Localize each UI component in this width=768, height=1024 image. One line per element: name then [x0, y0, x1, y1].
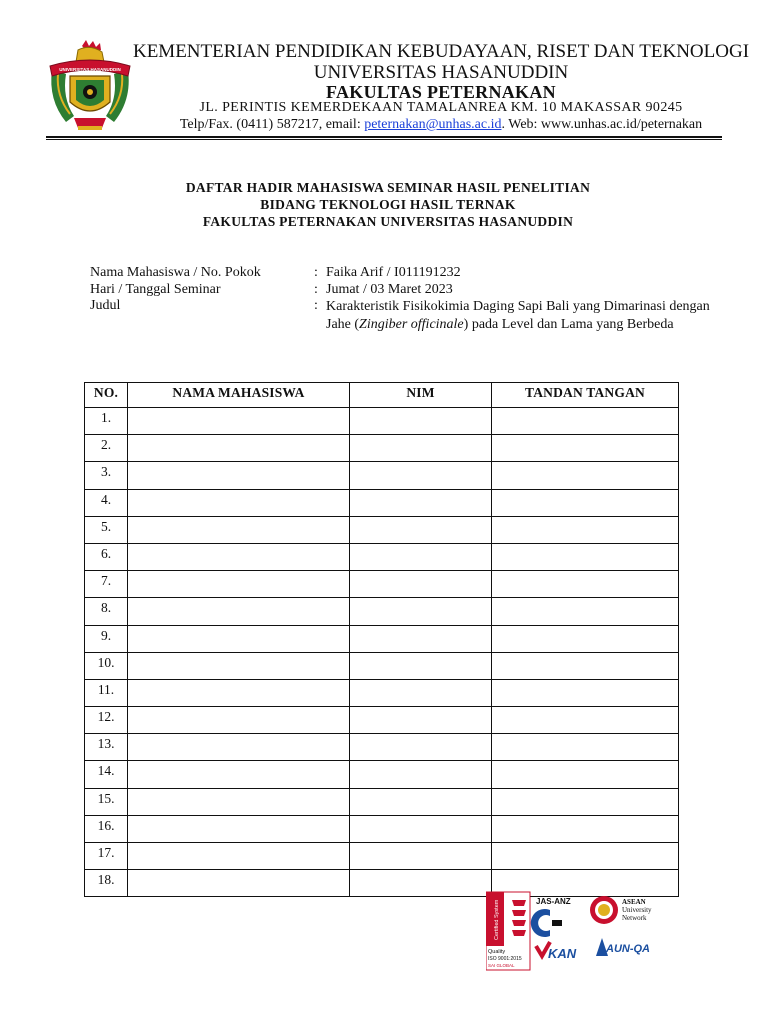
row-number: 10. [85, 652, 128, 679]
nim-cell[interactable] [350, 598, 492, 625]
document-title-line3: FAKULTAS PETERNAKAN UNIVERSITAS HASANUDDIN [202, 214, 574, 229]
name-cell[interactable] [128, 788, 350, 815]
nim-cell[interactable] [350, 679, 492, 706]
nim-cell[interactable] [350, 516, 492, 543]
signature-cell[interactable] [492, 489, 679, 516]
student-colon: : [314, 265, 318, 280]
sai-global-logo [486, 892, 530, 970]
nim-cell[interactable] [350, 707, 492, 734]
table-row [85, 408, 679, 435]
signature-cell[interactable] [492, 462, 679, 489]
letterhead-divider-thin [46, 139, 722, 140]
signature-cell[interactable] [492, 843, 679, 870]
kan-logo [536, 942, 577, 961]
table-row [85, 707, 679, 734]
row-number: 16. [85, 815, 128, 842]
name-cell[interactable] [128, 870, 350, 897]
table-row [85, 652, 679, 679]
table-row [85, 571, 679, 598]
signature-cell[interactable] [492, 435, 679, 462]
ministry-name: KEMENTERIAN PENDIDIKAN KEBUDAYAAN, RISET DAN TEKNOLOGI [132, 41, 750, 62]
iso-text: ISO 9001:2015 [488, 956, 522, 962]
nim-cell[interactable] [350, 543, 492, 570]
table-row [85, 598, 679, 625]
row-number: 15. [85, 788, 128, 815]
email-link[interactable]: peternakan@unhas.ac.id [364, 117, 502, 132]
nim-cell[interactable] [350, 815, 492, 842]
table-row [85, 843, 679, 870]
university-name: UNIVERSITAS HASANUDDIN [313, 62, 569, 83]
table-row [85, 516, 679, 543]
signature-cell[interactable] [492, 788, 679, 815]
document-title-line2: BIDANG TEKNOLOGI HASIL TERNAK [260, 197, 516, 212]
table-row [85, 815, 679, 842]
kan-text: KAN [548, 946, 577, 961]
name-cell[interactable] [128, 843, 350, 870]
table-row [85, 543, 679, 570]
sai-text: SAI GLOBAL [488, 963, 515, 968]
university-crest-logo [44, 40, 136, 136]
nim-cell[interactable] [350, 870, 492, 897]
row-number: 18. [85, 870, 128, 897]
row-number: 11. [85, 679, 128, 706]
row-number: 13. [85, 734, 128, 761]
date-colon: : [314, 282, 318, 297]
student-label: Nama Mahasiswa / No. Pokok [90, 265, 261, 280]
contact-line [126, 117, 756, 133]
quality-text: Quality [488, 949, 506, 955]
name-cell[interactable] [128, 543, 350, 570]
name-cell[interactable] [128, 408, 350, 435]
research-title-label: Judul [90, 298, 121, 313]
name-cell[interactable] [128, 815, 350, 842]
row-number: 17. [85, 843, 128, 870]
header-signature: TANDAN TANGAN [492, 383, 679, 408]
university-text: University [622, 906, 652, 914]
name-cell[interactable] [128, 516, 350, 543]
research-title-italic: Zingiber officinale [359, 316, 464, 332]
nim-cell[interactable] [350, 843, 492, 870]
row-number: 9. [85, 625, 128, 652]
asean-text: ASEAN [622, 898, 646, 906]
signature-cell[interactable] [492, 815, 679, 842]
nim-cell[interactable] [350, 625, 492, 652]
nim-cell[interactable] [350, 462, 492, 489]
signature-cell[interactable] [492, 625, 679, 652]
signature-cell[interactable] [492, 707, 679, 734]
header-nim: NIM [350, 383, 492, 408]
contact-suffix: . Web: www.unhas.ac.id/peternakan [501, 117, 703, 132]
aun-qa-text: AUN-QA [606, 943, 650, 955]
table-row [85, 734, 679, 761]
contact-prefix: Telp/Fax. (0411) 587217, email: [179, 117, 365, 132]
signature-cell[interactable] [492, 734, 679, 761]
table-row [85, 788, 679, 815]
name-cell[interactable] [128, 652, 350, 679]
signature-cell[interactable] [492, 408, 679, 435]
signature-cell[interactable] [492, 761, 679, 788]
signature-cell[interactable] [492, 516, 679, 543]
date-label: Hari / Tanggal Seminar [90, 282, 221, 297]
name-cell[interactable] [128, 679, 350, 706]
network-text: Network [622, 914, 647, 922]
nim-cell[interactable] [350, 489, 492, 516]
nim-cell[interactable] [350, 652, 492, 679]
document-title-line1: DAFTAR HADIR MAHASISWA SEMINAR HASIL PENELITIAN [185, 180, 591, 195]
name-cell[interactable] [128, 707, 350, 734]
nim-cell[interactable] [350, 788, 492, 815]
table-row [85, 462, 679, 489]
research-title-value [326, 298, 718, 333]
certified-system-text: Certified System [494, 899, 500, 940]
row-number: 6. [85, 543, 128, 570]
certification-logos [486, 890, 670, 972]
name-cell[interactable] [128, 571, 350, 598]
address: JL. PERINTIS KEMERDEKAAN TAMALANREA KM. 10 MAKASSAR 90245 [199, 100, 683, 115]
signature-cell[interactable] [492, 571, 679, 598]
aun-logo [590, 896, 652, 924]
jas-anz-logo [531, 897, 571, 937]
aun-qa-logo [596, 938, 650, 956]
signature-cell[interactable] [492, 652, 679, 679]
signature-cell[interactable] [492, 598, 679, 625]
row-number: 2. [85, 435, 128, 462]
research-title-part1: Karakteristik Fisikokimia Daging Sapi Bali yang Dimarinasi dengan Jahe ( [326, 299, 710, 332]
header-no: NO. [85, 383, 128, 408]
research-title-colon: : [314, 298, 318, 313]
attendance-table [84, 382, 679, 897]
nim-cell[interactable] [350, 734, 492, 761]
row-number: 1. [85, 408, 128, 435]
student-value: Faika Arif / I011191232 [326, 265, 461, 280]
signature-cell[interactable] [492, 679, 679, 706]
nim-cell[interactable] [350, 435, 492, 462]
table-header-row [85, 383, 679, 408]
nim-cell[interactable] [350, 571, 492, 598]
name-cell[interactable] [128, 625, 350, 652]
research-title-part2: ) pada Level dan Lama yang Berbeda [463, 316, 674, 332]
nim-cell[interactable] [350, 761, 492, 788]
name-cell[interactable] [128, 598, 350, 625]
row-number: 14. [85, 761, 128, 788]
row-number: 8. [85, 598, 128, 625]
jas-anz-text: JAS-ANZ [536, 897, 571, 906]
name-cell[interactable] [128, 761, 350, 788]
table-row [85, 679, 679, 706]
row-number: 5. [85, 516, 128, 543]
name-cell[interactable] [128, 734, 350, 761]
row-number: 12. [85, 707, 128, 734]
letterhead-divider [46, 136, 722, 138]
table-row [85, 625, 679, 652]
date-value: Jumat / 03 Maret 2023 [326, 282, 453, 297]
name-cell[interactable] [128, 489, 350, 516]
row-number: 4. [85, 489, 128, 516]
row-number: 3. [85, 462, 128, 489]
table-row [85, 435, 679, 462]
name-cell[interactable] [128, 462, 350, 489]
crest-banner-text: UNIVERSITAS HASANUDDIN [59, 67, 121, 72]
table-row [85, 761, 679, 788]
signature-cell[interactable] [492, 543, 679, 570]
nim-cell[interactable] [350, 408, 492, 435]
name-cell[interactable] [128, 435, 350, 462]
faculty-name: FAKULTAS PETERNAKAN [326, 82, 556, 102]
row-number: 7. [85, 571, 128, 598]
table-row [85, 489, 679, 516]
header-student-name: NAMA MAHASISWA [128, 383, 350, 408]
attendance-table-body [85, 408, 679, 897]
